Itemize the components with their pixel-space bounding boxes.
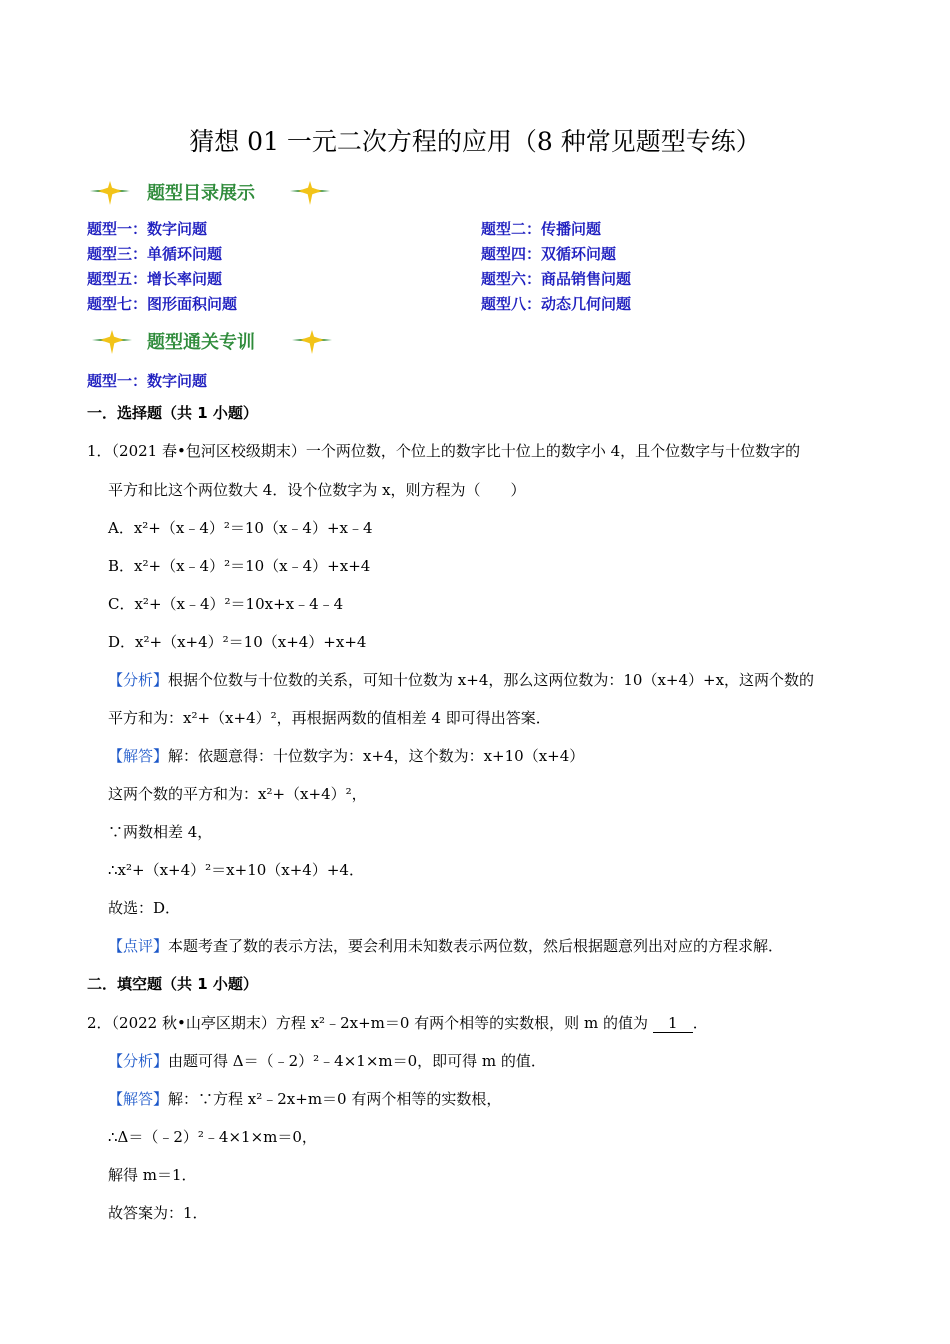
answer-text: 解：∵方程 x²﹣2x+m＝0 有两个相等的实数根， <box>168 1090 502 1108</box>
toc-item[interactable]: 题型二：传播问题 <box>481 220 602 238</box>
sparkle-icon <box>92 330 132 354</box>
toc-item[interactable]: 题型七：图形面积问题 <box>87 295 238 313</box>
analysis-text: 由题可得 Δ＝（﹣2）²﹣4×1×m＝0，即可得 m 的值． <box>168 1052 546 1070</box>
answer-line <box>108 1088 501 1109</box>
answer-text: ∵两数相差 4， <box>108 823 213 841</box>
toc-banner <box>88 178 338 208</box>
answer-line <box>108 745 584 766</box>
question-text: 1．（2021 春•包河区校级期末）一个两位数，个位上的数字比十位上的数字小 4，且个位数字与十位数字的 <box>87 442 801 460</box>
page-title: 猜想 01 一元二次方程的应用（8 种常见题型专练） <box>189 127 761 156</box>
question-text <box>87 1012 708 1033</box>
toc-item[interactable]: 题型一：数字问题 <box>87 220 208 238</box>
answer-text: ∴x²+（x+4）²＝x+10（x+4）+4． <box>108 861 364 879</box>
question-text: 平方和比这个两位数大 4．设个位数字为 x，则方程为（ ） <box>108 481 526 499</box>
toc-item[interactable]: 题型三：单循环问题 <box>87 245 223 263</box>
training-banner <box>90 327 340 357</box>
toc-item[interactable]: 题型五：增长率问题 <box>87 270 223 288</box>
answer-text: 故答案为：1． <box>108 1204 208 1222</box>
analysis-line <box>108 1050 546 1071</box>
answer-text: 解：依题意得：十位数字为：x+4，这个数为：x+10（x+4） <box>168 747 585 765</box>
analysis-text: 根据个位数与十位数的关系，可知十位数为 x+4，那么这两位数为：10（x+4）+x，这两个数的 <box>168 671 815 689</box>
comment-text: 本题考查了数的表示方法，要会利用未知数表示两位数，然后根据题意列出对应的方程求解． <box>168 937 784 955</box>
comment-tag: 【点评】 <box>108 937 169 955</box>
analysis-tag: 【分析】 <box>108 671 169 689</box>
option-c: C．x²+（x﹣4）²＝10x+x﹣4﹣4 <box>108 595 344 613</box>
analysis-line <box>108 669 814 690</box>
sparkle-icon <box>90 181 130 205</box>
section-heading: 题型一：数字问题 <box>87 372 208 390</box>
answer-text: 故选：D． <box>108 899 181 917</box>
option-d: D．x²+（x+4）²＝10（x+4）+x+4 <box>108 633 367 651</box>
question-suffix: ． <box>692 1014 708 1032</box>
answer-tag: 【解答】 <box>108 1090 169 1108</box>
answer-tag: 【解答】 <box>108 747 169 765</box>
answer-text: 这两个数的平方和为：x²+（x+4）²， <box>108 785 367 803</box>
answer-text: ∴Δ＝（﹣2）²﹣4×1×m＝0， <box>108 1128 317 1146</box>
toc-item[interactable]: 题型八：动态几何问题 <box>481 295 632 313</box>
toc-item[interactable]: 题型六：商品销售问题 <box>481 270 632 288</box>
question-prefix: 2．（2022 秋•山亭区期末）方程 x²﹣2x+m＝0 有两个相等的实数根，则 m 的值为 <box>87 1014 648 1032</box>
part-heading: 一．选择题（共 1 小题） <box>87 404 258 422</box>
toc-item[interactable]: 题型四：双循环问题 <box>481 245 617 263</box>
analysis-text: 平方和为：x²+（x+4）²，再根据两数的值相差 4 即可得出答案． <box>108 709 551 727</box>
banner-text: 题型目录展示 <box>147 183 255 204</box>
sparkle-icon <box>292 330 332 354</box>
option-b: B．x²+（x﹣4）²＝10（x﹣4）+x+4 <box>108 557 371 575</box>
answer-text: 解得 m＝1． <box>108 1166 197 1184</box>
answer-blank: 1 <box>653 1014 693 1033</box>
option-a: A．x²+（x﹣4）²＝10（x﹣4）+x﹣4 <box>108 519 373 537</box>
sparkle-icon <box>290 181 330 205</box>
comment-line <box>108 935 783 956</box>
analysis-tag: 【分析】 <box>108 1052 169 1070</box>
part-heading: 二．填空题（共 1 小题） <box>87 975 258 993</box>
banner-text: 题型通关专训 <box>147 332 255 353</box>
